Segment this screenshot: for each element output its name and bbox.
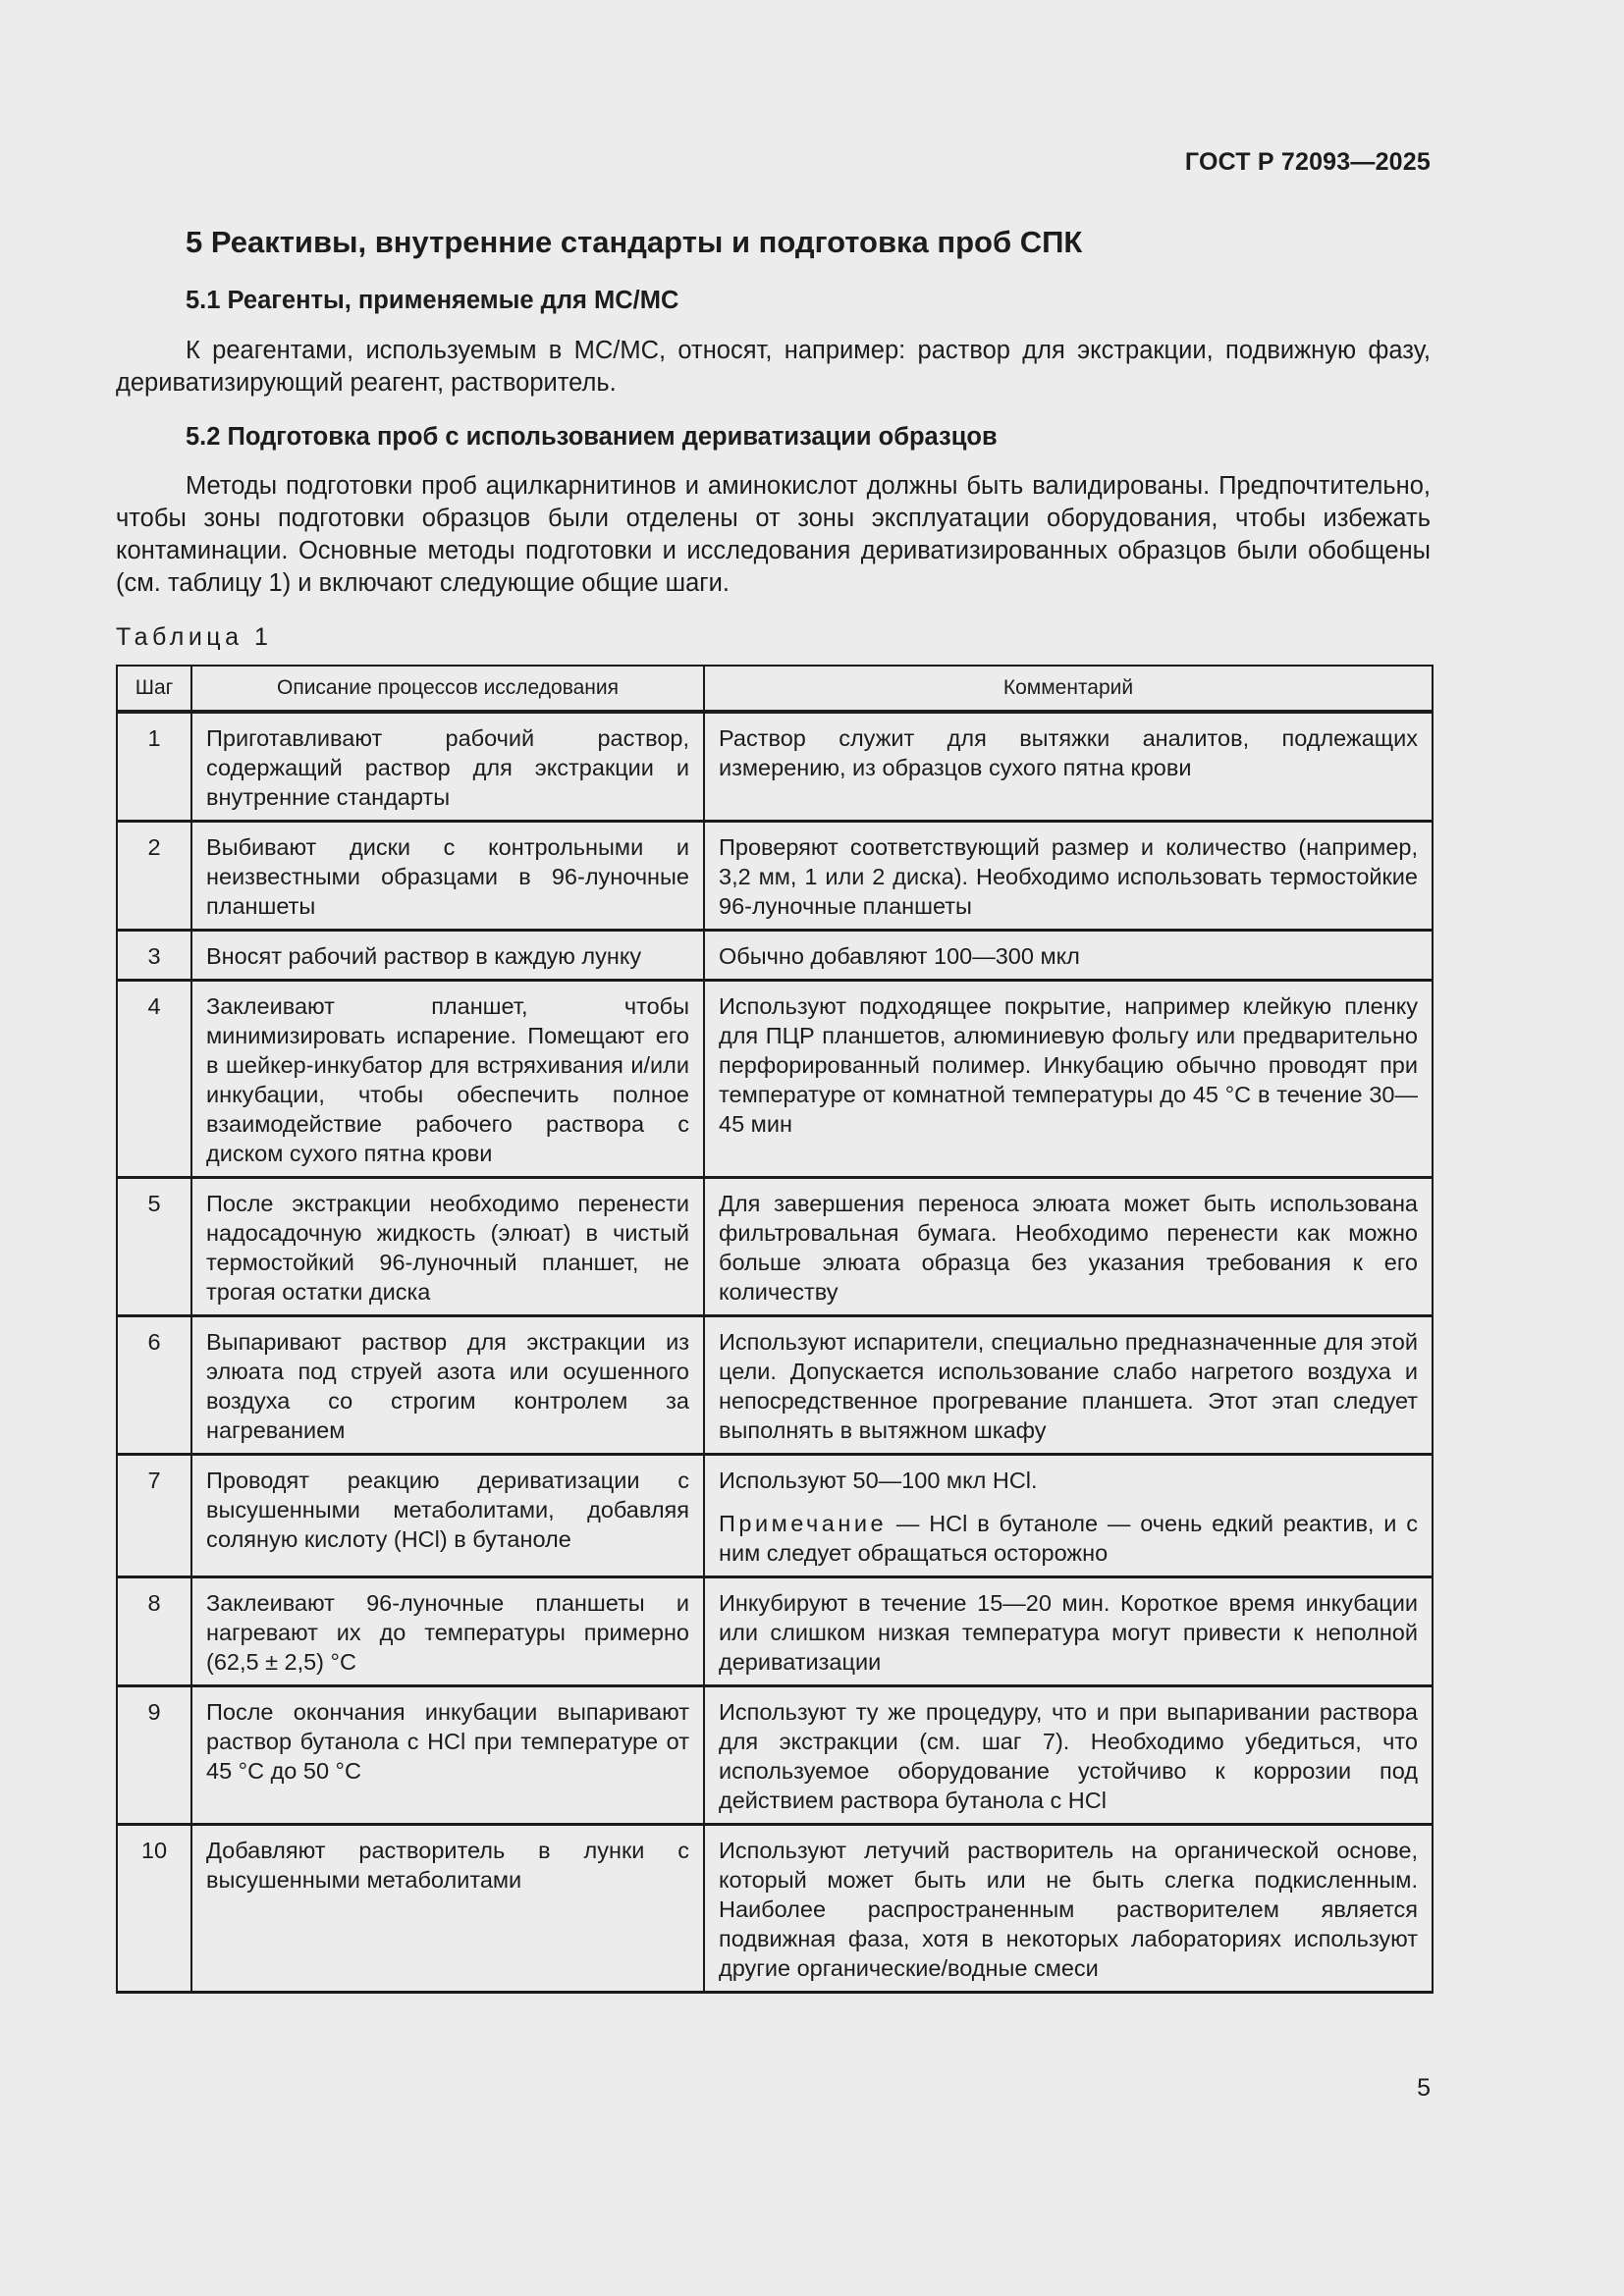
table-row [117, 1316, 1433, 1455]
table-row [117, 1825, 1433, 1993]
step-comment: Используют испарители, специально предназначенные для этой цели. Допускается использование слабо нагретого воздуха и непосредственное прогревание планшета. Этот этап следует выполнять в вытяжном шкафу [704, 1316, 1433, 1455]
page-number: 5 [1417, 2074, 1431, 2102]
table-row [117, 931, 1433, 981]
note-text: — HCl в бутаноле — очень едкий реактив, и с ним следует обращаться осторожно [719, 1511, 1418, 1566]
procedure-table [116, 665, 1434, 1994]
step-comment: Для завершения переноса элюата может быть использована фильтровальная бумага. Необходимо перенести как можно больше элюата образца без указания требования к его количеству [704, 1178, 1433, 1316]
step-description: Заклеивают 96-луночные планшеты и нагревают их до температуры примерно (62,5 ± 2,5) °C [191, 1577, 704, 1686]
step-description: Приготавливают рабочий раствор, содержащий раствор для экстракции и внутренние стандарты [191, 712, 704, 822]
step-number: 6 [117, 1316, 191, 1455]
table-row [117, 1455, 1433, 1577]
step-comment: Используют ту же процедуру, что и при выпаривании раствора для экстракции (см. шаг 7). Необходимо убедиться, что используемое оборудование устойчиво к коррозии под действием раствора бутанола с HCl [704, 1686, 1433, 1825]
step-comment: Используют подходящее покрытие, например клейкую пленку для ПЦР планшетов, алюминиевую фольгу или предварительно перфорированный полимер. Инкубацию обычно проводят при температуре от комнатной температуры до 45 °C в течение 30—45 мин [704, 981, 1433, 1178]
sample-prep-paragraph: Методы подготовки проб ацилкарнитинов и аминокислот должны быть валидированы. Предпочтительно, чтобы зоны подготовки образцов были отделены от зоны эксплуатации оборудования, чтобы избежать контаминации. Основные методы подготовки и исследования дериватизированных образцов были обобщены (см. таблицу 1) и включают следующие общие шаги. [116, 472, 1431, 597]
step-description: Проводят реакцию дериватизации с высушенными метаболитами, добавляя соляную кислоту (HCl) в бутаноле [191, 1455, 704, 1577]
step-note [719, 1509, 1418, 1568]
header-description: Описание процессов исследования [191, 666, 704, 712]
step-description: После окончания инкубации выпаривают раствор бутанола с HCl при температуре от 45 °C до 50 °C [191, 1686, 704, 1825]
step-comment: Инкубируют в течение 15—20 мин. Короткое время инкубации или слишком низкая температура могут привести к неполной дериватизации [704, 1577, 1433, 1686]
table-row [117, 822, 1433, 931]
header-step: Шаг [117, 666, 191, 712]
table-row [117, 712, 1433, 822]
table-caption: Таблица 1 [116, 623, 273, 651]
step-number: 3 [117, 931, 191, 981]
header-comment: Комментарий [704, 666, 1433, 712]
step-comment: Проверяют соответствующий размер и количество (например, 3,2 мм, 1 или 2 диска). Необходимо использовать термостойкие 96-луночные планшеты [704, 822, 1433, 931]
table-row [117, 981, 1433, 1178]
step-number: 8 [117, 1577, 191, 1686]
table-header-row [117, 666, 1433, 712]
step-number: 10 [117, 1825, 191, 1993]
step-number: 9 [117, 1686, 191, 1825]
step-number: 2 [117, 822, 191, 931]
table-row [117, 1577, 1433, 1686]
step-number: 7 [117, 1455, 191, 1577]
step-comment-with-note [704, 1455, 1433, 1577]
step-comment: Используют 50—100 мкл HCl. [719, 1468, 1038, 1493]
step-description: Вносят рабочий раствор в каждую лунку [191, 931, 704, 981]
step-number: 4 [117, 981, 191, 1178]
document-code: ГОСТ Р 72093—2025 [1184, 148, 1431, 176]
step-description: Выбивают диски с контрольными и неизвестными образцами в 96-луночные планшеты [191, 822, 704, 931]
section-title: 5 Реактивы, внутренние стандарты и подготовка проб СПК [186, 225, 1083, 259]
subsection-title-reagents: 5.1 Реагенты, применяемые для МС/МС [186, 287, 679, 314]
step-description: Выпаривают раствор для экстракции из элюата под струей азота или осушенного воздуха со строгим контролем за нагреванием [191, 1316, 704, 1455]
step-comment: Раствор служит для вытяжки аналитов, подлежащих измерению, из образцов сухого пятна крови [704, 712, 1433, 822]
step-number: 5 [117, 1178, 191, 1316]
step-description: Заклеивают планшет, чтобы минимизировать испарение. Помещают его в шейкер-инкубатор для встряхивания и/или инкубации, чтобы обеспечить полное взаимодействие рабочего раствора с диском сухого пятна крови [191, 981, 704, 1178]
step-description: После экстракции необходимо перенести надосадочную жидкость (элюат) в чистый термостойкий 96-луночный планшет, не трогая остатки диска [191, 1178, 704, 1316]
step-number: 1 [117, 712, 191, 822]
step-description: Добавляют растворитель в лунки с высушенными метаболитами [191, 1825, 704, 1993]
step-comment: Обычно добавляют 100—300 мкл [704, 931, 1433, 981]
note-label: Примечание [719, 1511, 888, 1536]
table-row [117, 1178, 1433, 1316]
table-row [117, 1686, 1433, 1825]
subsection-title-sample-prep: 5.2 Подготовка проб с использованием дериватизации образцов [186, 423, 998, 451]
reagents-paragraph: К реагентами, используемым в МС/МС, относят, например: раствор для экстракции, подвижную фазу, дериватизирующий реагент, растворитель. [116, 337, 1431, 397]
step-comment: Используют летучий растворитель на органической основе, который может быть или не быть слегка подкисленным. Наиболее распространенным растворителем является подвижная фаза, хотя в некоторых лабораториях используют другие органические/водные смеси [704, 1825, 1433, 1993]
